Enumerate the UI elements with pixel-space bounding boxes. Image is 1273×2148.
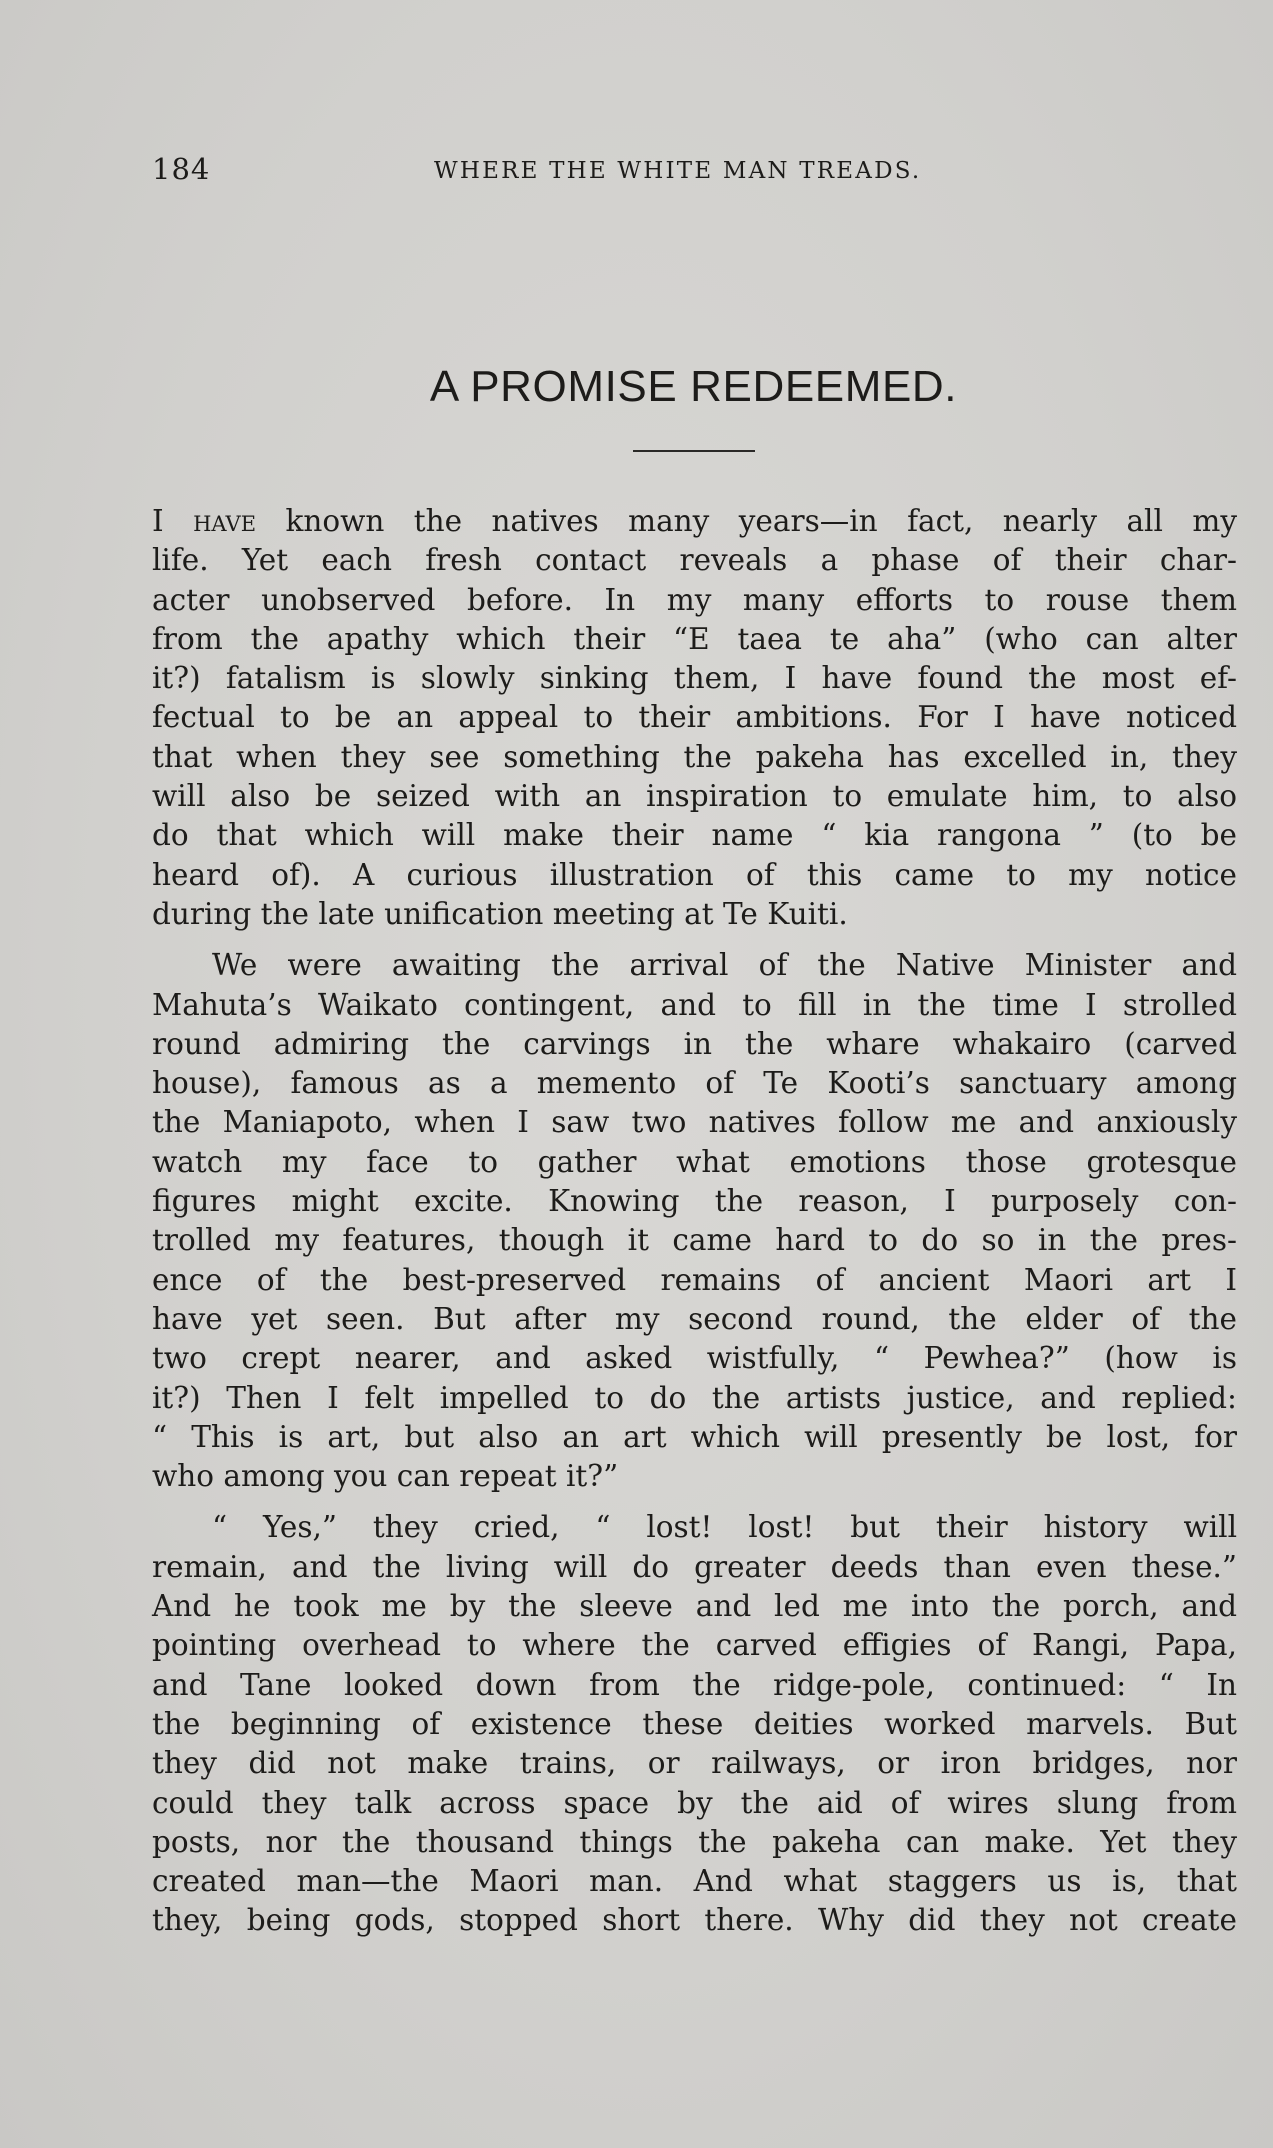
article-title: A PROMISE REDEEMED. — [429, 362, 958, 411]
text-line: “ This is art, but also an art which will presently be lost, for — [152, 1419, 1237, 1454]
text-line: they, being gods, stopped short there. Why did they not create — [152, 1903, 1237, 1938]
text-line: created man—the Maori man. And what staggers us is, that — [152, 1864, 1237, 1899]
text-line: during the late unification meeting at Te Kuiti. — [152, 896, 848, 931]
text-line: I have known the natives many years—in fact, nearly all my — [152, 504, 1237, 538]
text-line: heard of). A curious illustration of this came to my notice — [152, 857, 1237, 892]
running-head — [152, 152, 1237, 192]
text-line: And he took me by the sleeve and led me into the porch, and — [152, 1589, 1237, 1624]
text-line: could they talk across space by the aid of wires slung from — [152, 1785, 1237, 1820]
text-line: and Tane looked down from the ridge-pole, continued: “ In — [152, 1667, 1237, 1702]
text-line: Mahuta’s Waikato contingent, and to fill in the time I strolled — [152, 987, 1237, 1022]
text-line: they did not make trains, or railways, or iron bridges, nor — [152, 1746, 1237, 1781]
text-line: trolled my features, though it came hard to do so in the pres- — [152, 1223, 1237, 1258]
text-line: that when they see something the pakeha has excelled in, they — [152, 739, 1237, 774]
text-line: life. Yet each fresh contact reveals a phase of their char- — [152, 543, 1237, 578]
text-line: acter unobserved before. In my many efforts to rouse them — [152, 582, 1237, 617]
text-line: remain, and the living will do greater deeds than even these.” — [152, 1549, 1237, 1584]
article-body — [152, 502, 1237, 1953]
text-line: two crept nearer, and asked wistfully, “ Pewhea?” (how is — [152, 1341, 1237, 1376]
text-line: round admiring the carvings in the whare whakairo (carved — [152, 1026, 1237, 1061]
text-line: posts, nor the thousand things the pakeha can make. Yet they — [152, 1824, 1237, 1859]
text-line: do that which will make their name “ kia rangona ” (to be — [152, 818, 1237, 853]
paragraph-3 — [152, 1508, 1237, 1940]
text-line: “ Yes,” they cried, “ lost! lost! but their history will — [212, 1510, 1237, 1545]
text-line: it?) fatalism is slowly sinking them, I have found the most ef- — [152, 661, 1237, 696]
text-line: fectual to be an appeal to their ambitions. For I have noticed — [152, 700, 1237, 735]
text-line: from the apathy which their “E taea te aha” (who can alter — [152, 621, 1237, 656]
text-line: We were awaiting the arrival of the Native Minister and — [212, 948, 1237, 983]
text-line: pointing overhead to where the carved effigies of Rangi, Papa, — [152, 1628, 1237, 1663]
text-line: who among you can repeat it?” — [152, 1459, 619, 1494]
text-line: the Maniapoto, when I saw two natives follow me and anxiously — [152, 1105, 1237, 1140]
text-line: ence of the best-preserved remains of ancient Maori art I — [152, 1262, 1237, 1297]
text-line: have yet seen. But after my second round, the elder of the — [152, 1301, 1237, 1336]
text-line: will also be seized with an inspiration to emulate him, to also — [152, 779, 1237, 814]
text-line: figures might excite. Knowing the reason, I purposely con- — [152, 1184, 1237, 1219]
paragraph-2 — [152, 946, 1237, 1496]
text-line: the beginning of existence these deities worked marvels. But — [152, 1706, 1237, 1741]
running-title: WHERE THE WHITE MAN TREADS. — [434, 158, 922, 184]
text-line: house), famous as a memento of Te Kooti’s sanctuary among — [152, 1066, 1237, 1101]
page-number: 184 — [152, 152, 211, 186]
title-rule — [633, 450, 755, 452]
text-line: it?) Then I felt impelled to do the artists justice, and replied: — [152, 1380, 1237, 1415]
paragraph-1 — [152, 502, 1237, 934]
text-line: watch my face to gather what emotions those grotesque — [152, 1144, 1237, 1179]
